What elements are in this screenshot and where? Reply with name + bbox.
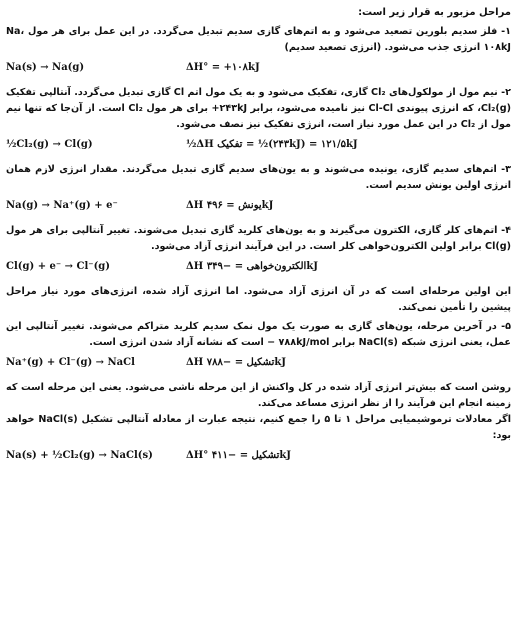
step-4-text: ۴- اتم‌های کلر گازی، الکترون می‌گیرند و به یون‌های کلرید گازی تبدیل می‌شوند. تغییر آنتالپی برای هر مول Cl(g) برابر اولین الکترون‌خواهی کلر است. در این فرآیند انرژی آزاد می‌شود.	[6, 225, 511, 252]
equation-lhs: Na(s) + ½Cl₂(g) → NaCl(s)	[6, 450, 153, 461]
equation-rhs: ΔH یونش = ۴۹۶kJ	[186, 200, 274, 211]
equation-rhs: ΔH° = +۱۰۸kJ	[186, 62, 260, 73]
step-5-note: روشن است که بیش‌تر انرژی آزاد شده در کل واکنش از این مرحله ناشی می‌شود. یعنی این مرحله است که زمینه انجام این فرآیند را از نظر انرژی مساعد می‌کند.	[6, 382, 511, 409]
conclusion-text: اگر معادلات ترموشیمیایی مراحل ۱ تا ۵ را جمع کنیم، نتیجه عبارت از معادله آنتالپی تشکیل NaCl(s) خواهد بود:	[6, 414, 512, 441]
step-1-text: ۱- فلز سدیم بلورین تصعید می‌شود و به اتم‌های گازی سدیم تبدیل می‌گردد. در این عمل برای هر مول Na، ۱۰۸kJ انرژی جذب می‌شود. (انرژی تصعید سدیم)	[6, 26, 511, 53]
step-2-equation	[6, 137, 511, 156]
equation-rhs: ΔH الکترون‌خواهی = −۳۴۹kJ	[186, 261, 319, 272]
step-5-text: ۵- در آخرین مرحله، یون‌های گازی به صورت یک مول نمک سدیم کلرید متراکم می‌شوند. تغییر آنتالپی این عمل، یعنی انرژی شبکه NaCl(s) برابر ۷۸۸kJ/mol − است که نشانه آزاد شدن انرژی است.	[6, 321, 511, 348]
intro-text: مراحل مزبور به قرار زیر است:	[358, 7, 511, 18]
step-3-text: ۳- اتم‌های سدیم گازی، یونیده می‌شوند و به یون‌های سدیم گازی تبدیل می‌گردند. مقدار انرژی لازم همان انرژی اولین یونش سدیم است.	[6, 164, 511, 191]
equation-rhs: ΔH تشکیل = −۷۸۸kJ	[186, 357, 287, 368]
step-5-equation	[6, 355, 511, 374]
step-3-equation	[6, 198, 511, 217]
document-page	[6, 4, 511, 473]
equation-lhs: Na(g) → Na⁺(g) + e⁻	[6, 200, 118, 211]
step-4-note: این اولین مرحله‌ای است که در آن انرژی آزاد می‌شود. اما انرژی آزاد شده، انرژی‌های مورد نیاز مراحل پیشین را تأمین نمی‌کند.	[6, 286, 511, 313]
step-2-text: ۲- نیم مول از مولکول‌های Cl₂ گازی، تفکیک می‌شود و به یک مول اتم Cl گازی تبدیل می‌گردد. آنتالپی تفکیک Cl₂(g)، که انرژی پیوندی Cl-Cl نیز نامیده می‌شود، برابر ۲۴۳kJ+ برای هر مول Cl₂ است. از آن‌جا که تنها نیم مول از Cl₂ در این عمل مورد نیاز است، انرژی تفکیک نیز نصف می‌شود.	[6, 87, 512, 130]
equation-rhs: ½ΔH تفکیک = ½(۲۴۳kJ) = ۱۲۱/۵kJ	[186, 139, 358, 150]
equation-lhs: Na(s) → Na(g)	[6, 62, 85, 73]
final-equation	[6, 448, 511, 467]
equation-lhs: Na⁺(g) + Cl⁻(g) → NaCl	[6, 357, 135, 368]
step-4-equation	[6, 259, 511, 278]
equation-rhs: ΔH° تشکیل = −۴۱۱kJ	[186, 450, 292, 461]
step-1-equation	[6, 60, 511, 79]
equation-lhs: ½Cl₂(g) → Cl(g)	[6, 139, 93, 150]
equation-lhs: Cl(g) + e⁻ → Cl⁻(g)	[6, 261, 111, 272]
